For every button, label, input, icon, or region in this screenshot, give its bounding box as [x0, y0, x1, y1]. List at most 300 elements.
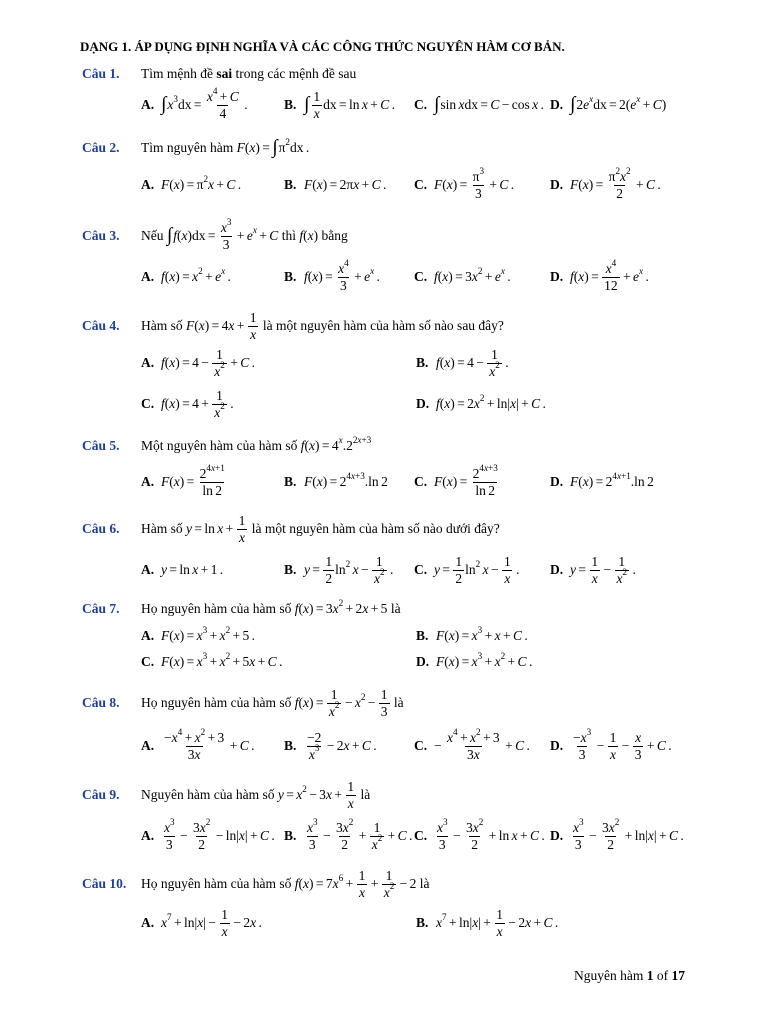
- math-symbols: 3: [202, 624, 208, 635]
- math-symbols: ) = 4 −: [450, 354, 487, 370]
- question-stem: [141, 66, 356, 82]
- math-symbols: +: [500, 627, 513, 643]
- text-run: Hàm số: [141, 520, 186, 536]
- option-letter: B.: [416, 914, 429, 930]
- superscript: [380, 567, 385, 578]
- superscript: [220, 401, 225, 412]
- math-variable: F: [236, 139, 245, 155]
- math-variable: x: [206, 88, 213, 104]
- math-variable: x: [496, 923, 503, 939]
- fraction-denominator: [327, 700, 342, 720]
- math-symbols: |: [507, 395, 511, 411]
- math-variable: x: [350, 470, 356, 481]
- option-b: [416, 903, 558, 943]
- option-b: [284, 462, 388, 502]
- math-operator-name: dx: [593, 96, 607, 112]
- math-symbols: 4: [219, 105, 227, 121]
- math-variable: x: [249, 139, 256, 155]
- math-variable: C: [490, 96, 500, 112]
- math-variable: x: [316, 473, 323, 489]
- fraction-denominator: [633, 746, 644, 763]
- math-symbols: −: [320, 827, 333, 843]
- math-symbols: .: [227, 395, 234, 411]
- option-formula: [570, 470, 654, 490]
- math-symbols: ) =: [179, 653, 197, 669]
- fraction-denominator: [339, 836, 350, 853]
- fraction: [198, 462, 227, 498]
- math-symbols: 3: [380, 703, 388, 719]
- option-formula: [161, 388, 234, 420]
- math-variable: x: [219, 653, 226, 669]
- fraction: [608, 730, 619, 762]
- math-symbols: .: [630, 561, 636, 577]
- math-symbols: (: [303, 227, 308, 243]
- math-symbols: (: [244, 139, 250, 155]
- fraction: [589, 554, 600, 586]
- math-variable: x: [219, 627, 226, 643]
- fraction-denominator: [312, 105, 322, 122]
- math-symbols: −: [434, 737, 444, 753]
- fraction-numerator: [453, 554, 464, 570]
- math-symbols: 4: [344, 257, 349, 268]
- fraction: [494, 907, 505, 939]
- math-variable: x: [171, 729, 178, 745]
- text-run: Nguyên hàm của hàm số: [141, 786, 278, 802]
- option-letter: D.: [416, 653, 430, 669]
- math-symbols: (: [169, 653, 174, 669]
- math-variable: C: [499, 176, 509, 192]
- math-variable: x: [250, 914, 257, 930]
- math-variable: e: [215, 268, 222, 284]
- option-letter: A.: [141, 627, 155, 643]
- fraction: [464, 816, 485, 852]
- option-a: [141, 726, 254, 766]
- superscript: [302, 784, 307, 795]
- fraction: [205, 85, 241, 121]
- math-symbols: =: [440, 561, 453, 577]
- math-operator-name: dx: [192, 227, 206, 243]
- option-letter: C.: [414, 176, 428, 192]
- option-letter: C.: [414, 268, 428, 284]
- math-variable: x: [250, 326, 257, 342]
- math-symbols: | +: [244, 827, 260, 843]
- fraction: [607, 165, 633, 201]
- option-formula: [161, 173, 242, 193]
- math-variable: x: [164, 819, 170, 835]
- fraction-numerator: [379, 687, 390, 703]
- math-symbols: 1: [385, 867, 393, 883]
- math-symbols: +: [368, 875, 381, 891]
- option-b: [416, 343, 509, 383]
- option-c: [414, 85, 544, 125]
- math-variable: x: [494, 653, 501, 669]
- option-b: [284, 257, 380, 297]
- math-variable: x: [494, 627, 501, 643]
- superscript: [203, 174, 208, 185]
- option-a: [141, 343, 255, 383]
- math-symbols: .: [524, 737, 530, 753]
- math-symbols: +: [182, 729, 195, 745]
- math-variable: x: [636, 93, 641, 104]
- math-operator-name: ln: [225, 827, 237, 843]
- math-variable: x: [446, 473, 453, 489]
- inline-formula: [300, 434, 372, 454]
- math-symbols: +: [484, 395, 497, 411]
- fraction-numerator: [471, 462, 500, 482]
- math-symbols: .: [303, 139, 310, 155]
- math-operator-name: dx: [464, 96, 478, 112]
- math-symbols: .: [276, 653, 283, 669]
- question-stem: [141, 434, 372, 454]
- option-letter: C.: [141, 395, 155, 411]
- math-symbols: 1: [249, 309, 257, 325]
- math-variable: x: [221, 923, 228, 939]
- option-letter: D.: [550, 473, 564, 489]
- superscript: [615, 166, 620, 177]
- fraction-numerator: [633, 730, 643, 746]
- math-symbols: (: [444, 627, 449, 643]
- current-page-number: 1: [646, 968, 654, 983]
- option-formula: [570, 816, 684, 852]
- math-symbols: 3: [465, 819, 473, 835]
- math-variable: x: [169, 354, 176, 370]
- math-symbols: 2: [198, 265, 203, 276]
- math-symbols: −: [365, 694, 378, 710]
- superscript: [346, 559, 351, 570]
- fraction-numerator: [336, 257, 351, 277]
- math-variable: f: [299, 227, 304, 243]
- text-run: Tìm mệnh đề: [141, 65, 217, 81]
- math-symbols: 2: [607, 836, 615, 852]
- question-label: Câu 9.: [82, 786, 120, 802]
- math-variable: C: [361, 737, 371, 753]
- fraction-denominator: [615, 567, 630, 587]
- math-symbols: +: [457, 729, 470, 745]
- math-variable: F: [570, 473, 579, 489]
- math-variable: F: [436, 627, 445, 643]
- math-symbols: −: [342, 694, 355, 710]
- math-symbols: +: [227, 737, 240, 753]
- option-formula: [434, 165, 515, 201]
- math-symbols: 2: [455, 570, 463, 586]
- math-symbols: (: [164, 395, 170, 411]
- math-variable: x: [332, 875, 339, 891]
- math-variable: x: [362, 600, 369, 616]
- math-symbols: .: [538, 96, 544, 112]
- math-variable: x: [338, 260, 345, 276]
- math-variable: x: [352, 561, 359, 577]
- math-symbols: .: [406, 827, 413, 843]
- option-formula: [436, 392, 546, 412]
- question-label: Câu 7.: [82, 600, 120, 616]
- fraction: [219, 907, 230, 939]
- math-symbols: | +: [653, 827, 669, 843]
- math-symbols: − 3: [306, 786, 326, 802]
- question-10: [82, 864, 430, 904]
- question-stem: [141, 597, 401, 617]
- math-variable: x: [639, 265, 644, 276]
- fraction: [382, 868, 397, 900]
- page-footer: [574, 968, 685, 984]
- fraction-denominator: [370, 833, 385, 853]
- math-symbols: 2: [478, 816, 484, 827]
- math-variable: C: [656, 737, 666, 753]
- text-run: Họ nguyên hàm của hàm số: [141, 600, 295, 616]
- math-variable: x: [471, 627, 478, 643]
- math-symbols: 3: [222, 236, 230, 252]
- option-formula: [434, 726, 530, 762]
- math-symbols: ) =: [175, 268, 193, 284]
- option-d: [550, 85, 666, 125]
- superscript: [623, 567, 628, 578]
- fraction: [502, 554, 513, 586]
- fraction: [471, 165, 486, 201]
- fraction-numerator: [237, 513, 248, 529]
- math-variable: F: [304, 176, 313, 192]
- math-symbols: (: [578, 473, 583, 489]
- superscript: [495, 360, 500, 371]
- math-variable: f: [161, 354, 165, 370]
- fraction-denominator: [221, 236, 232, 253]
- math-variable: x: [358, 884, 365, 900]
- fraction: [471, 462, 500, 498]
- math-symbols: .: [374, 268, 380, 284]
- math-symbols: 2: [500, 650, 506, 661]
- text-run: là một nguyên hàm của hàm số nào dưới đây?: [248, 520, 500, 536]
- option-d: [550, 726, 672, 766]
- math-symbols: 2: [479, 392, 485, 403]
- option-formula: [161, 85, 248, 121]
- math-symbols: +: [502, 737, 516, 753]
- math-symbols: −: [450, 827, 463, 843]
- math-symbols: 1: [503, 553, 511, 569]
- math-variable: x: [302, 694, 309, 710]
- math-variable: C: [240, 354, 250, 370]
- math-variable: x: [169, 268, 176, 284]
- integral-sign: ∫: [304, 94, 310, 116]
- superscript: [313, 817, 318, 828]
- fraction-numerator: [435, 816, 450, 836]
- inline-formula: [166, 216, 279, 252]
- math-symbols: +: [351, 268, 365, 284]
- math-symbols: .: [508, 176, 515, 192]
- option-letter: B.: [416, 627, 429, 643]
- math-symbols: .: [370, 737, 377, 753]
- math-symbols: 2: [334, 700, 340, 711]
- math-variable: f: [300, 437, 305, 453]
- math-symbols: 3: [340, 277, 347, 293]
- fraction-denominator: [237, 529, 247, 546]
- math-variable: x: [214, 404, 221, 420]
- fraction-denominator: [164, 836, 175, 853]
- math-variable: C: [397, 827, 407, 843]
- math-variable: F: [161, 176, 170, 192]
- inline-formula: [186, 513, 248, 545]
- math-symbols: 2: [626, 165, 631, 176]
- math-variable: x: [296, 786, 303, 802]
- math-variable: x: [446, 176, 453, 192]
- option-b: [284, 816, 412, 856]
- math-symbols: .: [540, 395, 546, 411]
- math-symbols: .: [387, 561, 394, 577]
- math-variable: x: [173, 473, 180, 489]
- fraction: [453, 554, 464, 586]
- math-symbols: +: [505, 653, 518, 669]
- fraction-numerator: [248, 310, 259, 326]
- math-symbols: +: [255, 653, 268, 669]
- option-letter: B.: [284, 176, 297, 192]
- math-symbols: +: [227, 354, 241, 370]
- math-variable: x: [312, 268, 319, 284]
- math-variable: e: [494, 268, 501, 284]
- math-symbols: .: [513, 561, 520, 577]
- math-symbols: | +: [478, 914, 494, 930]
- math-symbols: (: [194, 317, 199, 333]
- superscript: [453, 727, 458, 738]
- math-symbols: (: [573, 268, 579, 284]
- math-symbols: .: [248, 737, 255, 753]
- math-symbols: + 2: [343, 600, 363, 616]
- math-symbols: (: [169, 473, 174, 489]
- footer-title: Nguyên hàm: [574, 968, 644, 983]
- math-variable: x: [173, 653, 180, 669]
- option-a: [141, 550, 223, 590]
- fraction: [600, 816, 621, 852]
- math-symbols: .: [655, 176, 661, 192]
- fraction-denominator: [573, 836, 584, 853]
- math-symbols: +3: [361, 434, 372, 445]
- text-run: là một nguyên hàm của hàm số nào sau đây?: [259, 317, 504, 333]
- option-formula: [304, 89, 395, 121]
- fraction: [571, 726, 593, 762]
- math-symbols: +: [640, 96, 653, 112]
- math-operator-name: cos: [511, 96, 530, 112]
- math-variable: y: [570, 561, 576, 577]
- math-variable: x: [181, 227, 188, 243]
- math-variable: C: [380, 96, 390, 112]
- math-variable: x: [313, 105, 320, 121]
- math-variable: C: [226, 176, 236, 192]
- math-symbols: =: [191, 96, 204, 112]
- math-variable: e: [633, 268, 639, 284]
- math-variable: x: [471, 653, 478, 669]
- math-symbols: +: [234, 227, 247, 243]
- option-formula: [304, 177, 386, 193]
- option-letter: A.: [141, 96, 155, 112]
- superscript: [220, 360, 225, 371]
- superscript: [443, 817, 448, 828]
- math-variable: x: [483, 462, 489, 473]
- math-symbols: +1: [215, 462, 225, 473]
- math-operator-name: ln: [348, 96, 360, 112]
- math-variable: e: [583, 96, 590, 112]
- math-symbols: +: [446, 914, 459, 930]
- option-a: [141, 903, 262, 943]
- option-letter: A.: [141, 176, 155, 192]
- math-variable: F: [186, 317, 195, 333]
- math-symbols: 2: [200, 726, 206, 737]
- question-stem: [141, 779, 370, 811]
- question-label: Câu 6.: [82, 520, 120, 536]
- option-c: [414, 816, 545, 856]
- math-variable: F: [434, 176, 443, 192]
- question-label: Câu 1.: [82, 65, 120, 81]
- option-formula: [436, 650, 533, 670]
- option-letter: C.: [141, 653, 155, 669]
- superscript: [226, 625, 231, 636]
- question-label: Câu 3.: [82, 227, 120, 243]
- option-formula: [434, 265, 511, 285]
- math-symbols: π: [472, 168, 480, 184]
- math-symbols: 3: [634, 746, 642, 762]
- math-variable: C: [239, 737, 249, 753]
- math-variable: x: [511, 827, 518, 843]
- option-formula: [434, 95, 544, 115]
- math-symbols: (: [439, 395, 445, 411]
- math-symbols: 2: [495, 360, 500, 371]
- math-symbols: +3: [355, 470, 365, 481]
- math-symbols: 3: [226, 216, 232, 227]
- math-variable: x: [208, 176, 215, 192]
- math-symbols: =: [205, 227, 218, 243]
- math-variable: x: [238, 827, 245, 843]
- option-c: [414, 550, 519, 590]
- math-symbols: +: [217, 88, 230, 104]
- superscript: [478, 651, 483, 662]
- total-pages: 17: [671, 968, 685, 983]
- math-symbols: (: [298, 875, 303, 891]
- option-b: [284, 85, 395, 125]
- math-symbols: (: [164, 268, 170, 284]
- math-symbols: 2: [644, 473, 654, 489]
- math-variable: x: [328, 703, 335, 719]
- fraction: [445, 726, 502, 762]
- math-symbols: .: [678, 827, 684, 843]
- math-symbols: 2: [198, 836, 206, 852]
- question-label: Câu 10.: [82, 875, 127, 891]
- text-run: thì: [278, 227, 300, 243]
- math-variable: x: [578, 268, 585, 284]
- math-symbols: +: [385, 827, 398, 843]
- math-symbols: 3: [438, 836, 446, 852]
- math-symbols: 1: [375, 553, 383, 569]
- superscript: [203, 651, 208, 662]
- math-symbols: +: [207, 653, 220, 669]
- superscript: [361, 692, 366, 703]
- math-variable: x: [489, 363, 496, 379]
- math-operator-name: ln: [465, 561, 476, 577]
- math-variable: x: [500, 265, 505, 276]
- fraction-numerator: [357, 868, 368, 884]
- superscript: [479, 166, 484, 177]
- math-symbols: .: [521, 627, 528, 643]
- superscript: [221, 266, 225, 277]
- superscript: [479, 463, 497, 474]
- math-symbols: π: [608, 168, 616, 184]
- superscript: [213, 86, 218, 97]
- math-symbols: −: [586, 827, 599, 843]
- fraction: [435, 816, 450, 852]
- math-symbols: ) = 3: [308, 600, 333, 616]
- question-label: Câu 2.: [82, 139, 120, 155]
- math-symbols: ) = 4 +: [175, 395, 212, 411]
- option-c: [141, 642, 282, 682]
- math-symbols: + 5 .: [230, 627, 256, 643]
- fraction-denominator: [186, 746, 203, 763]
- math-symbols: + 5: [230, 653, 250, 669]
- math-variable: x: [316, 176, 323, 192]
- math-symbols: =: [192, 520, 205, 536]
